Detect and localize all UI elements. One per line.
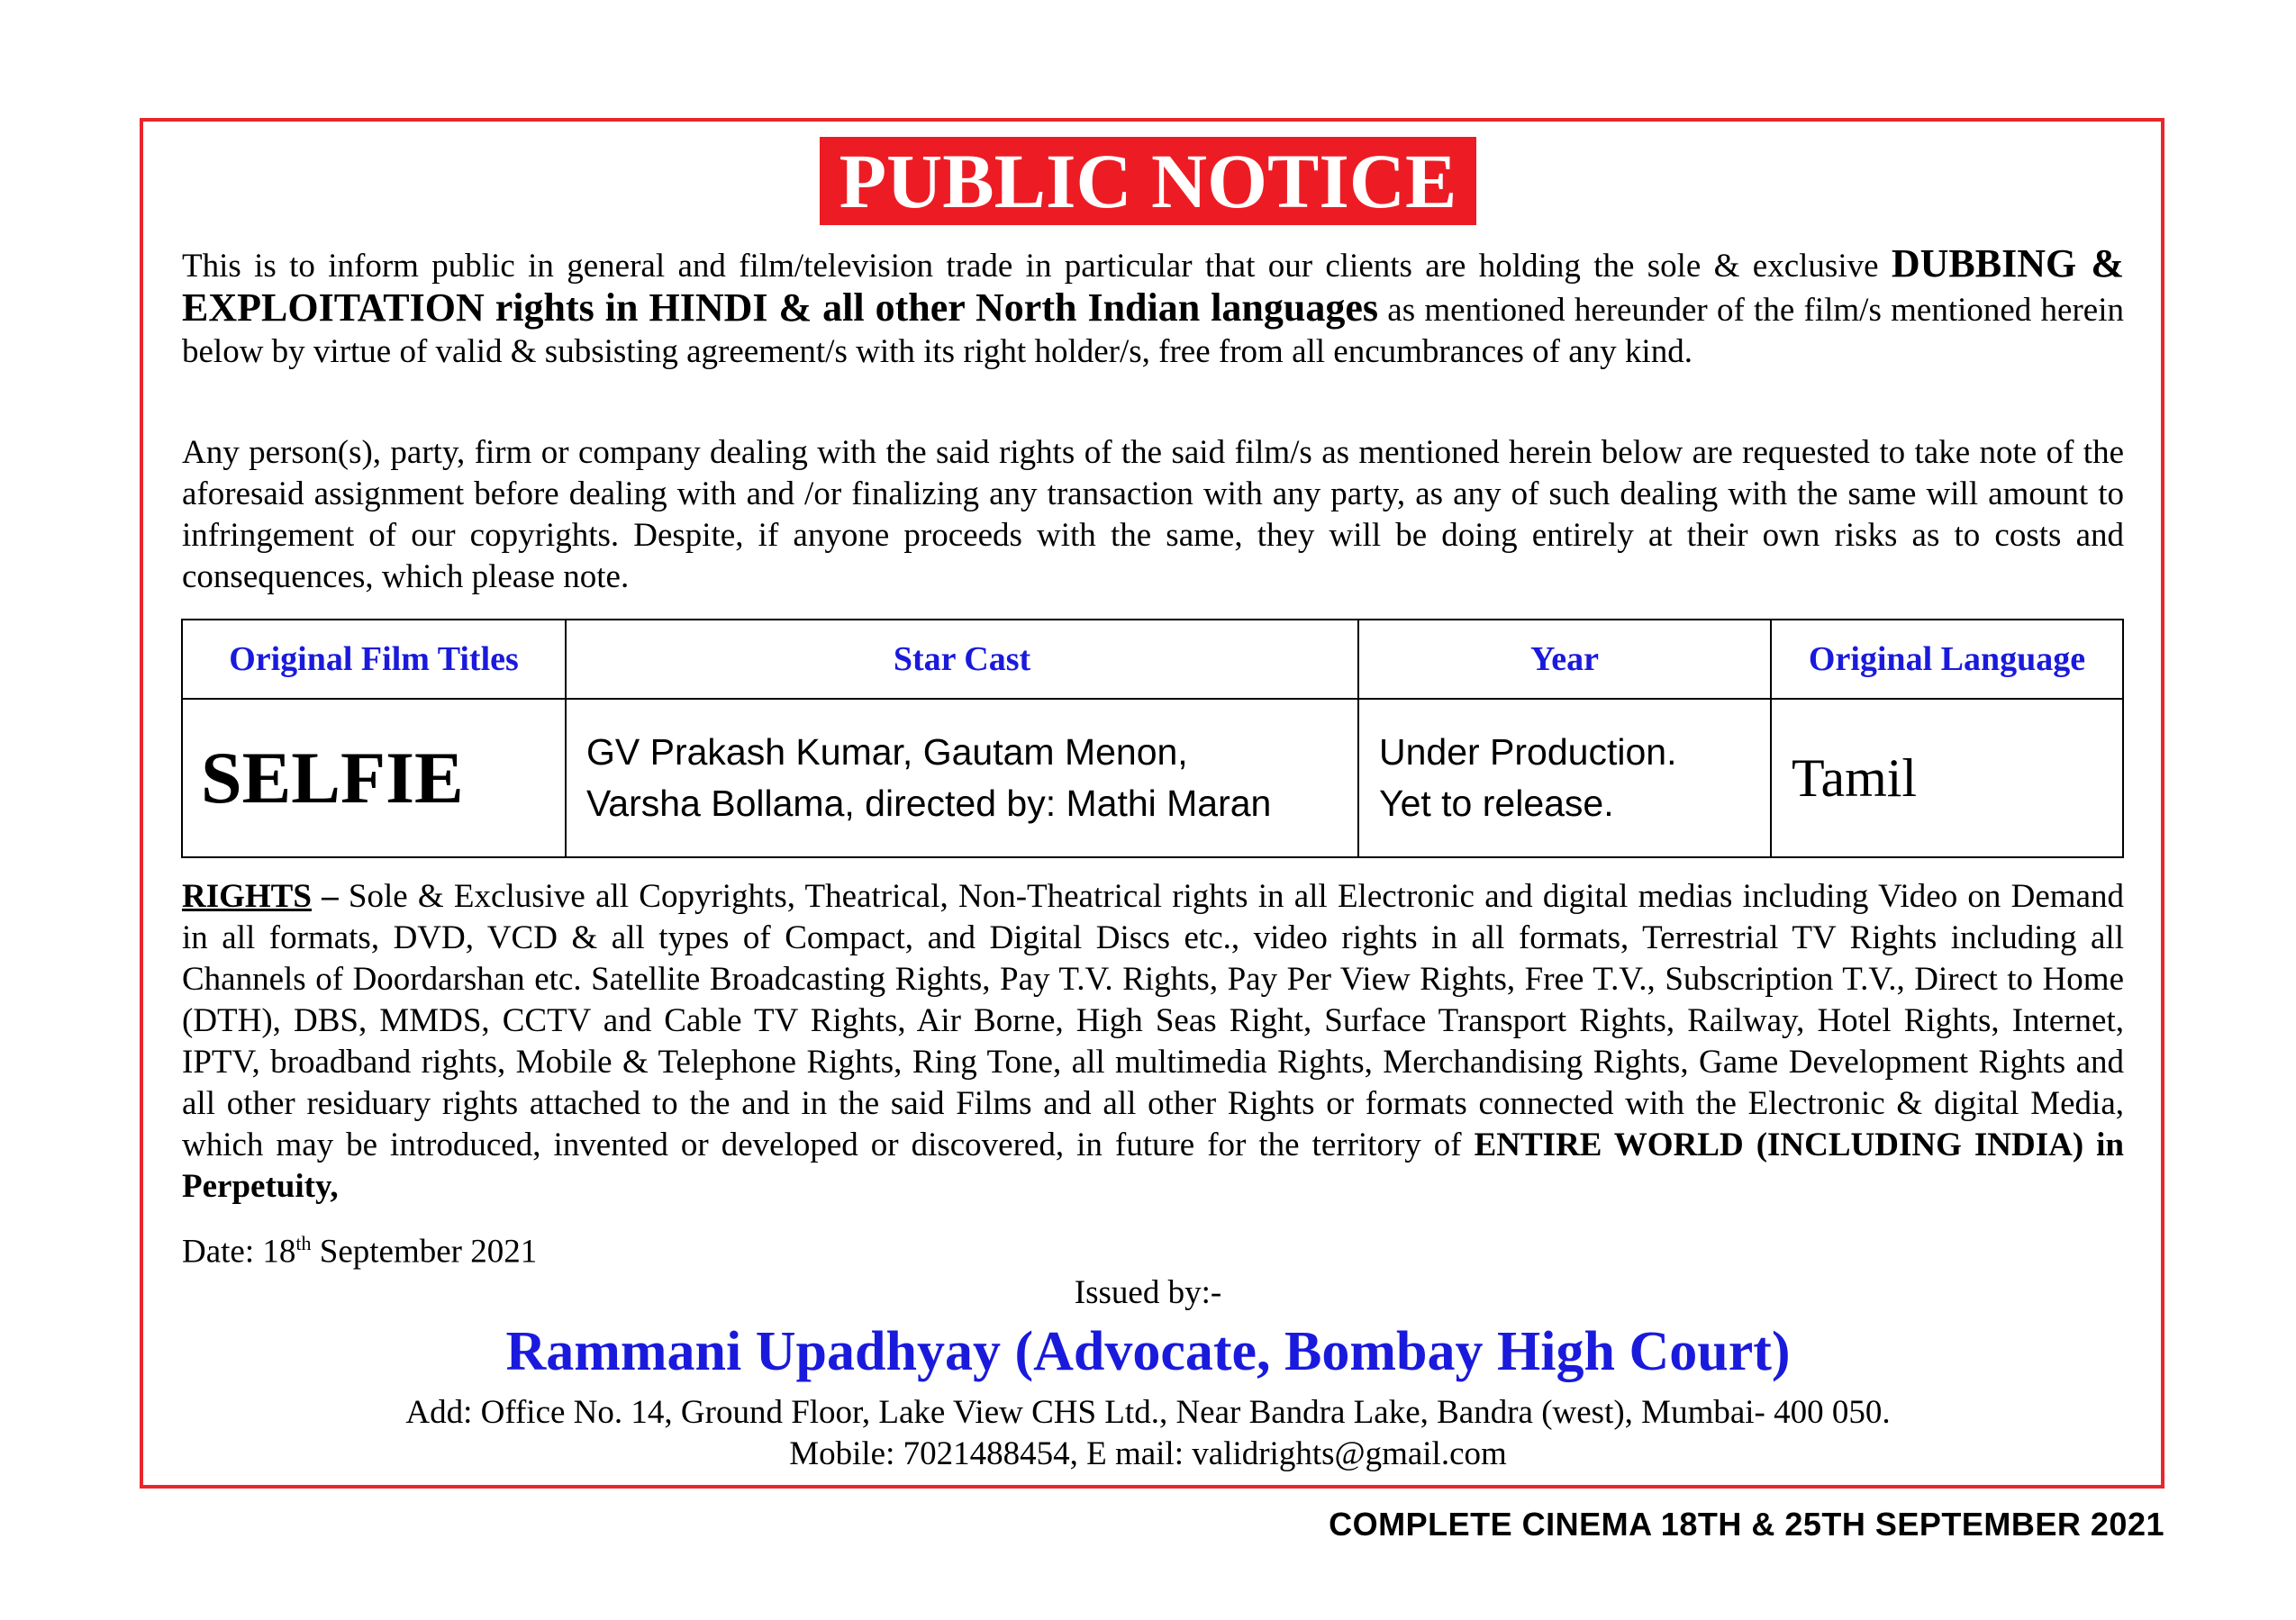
header-film-titles: Original Film Titles (182, 620, 566, 699)
title-wrap (0, 137, 2296, 225)
cast-line-1: GV Prakash Kumar, Gautam Menon, (586, 731, 1188, 773)
film-year (1358, 699, 1771, 857)
advocate-contact: Mobile: 7021488454, E mail: validrights@gmail.com (789, 1435, 1507, 1472)
film-language: Tamil (1771, 699, 2123, 857)
intro-rights-bold: DUBBING & EXPLOITATION rights in HINDI & all other North Indian languages (182, 241, 2124, 330)
year-line-1: Under Production. (1379, 731, 1677, 773)
issued-by: Issued by:- (1074, 1274, 1222, 1311)
date-suffix: September 2021 (311, 1233, 538, 1271)
intro-paragraph (182, 243, 2124, 373)
header-star-cast: Star Cast (566, 620, 1358, 699)
year-line-2: Yet to release. (1379, 783, 1614, 824)
intro-lead: This is to inform public in general and film/television trade in particular that our clients are holding the sole & exclusive (182, 248, 1879, 285)
notice-title: PUBLIC NOTICE (820, 137, 1477, 225)
header-original-language: Original Language (1771, 620, 2123, 699)
date-prefix: Date: 18 (182, 1233, 296, 1271)
film-star-cast (566, 699, 1358, 857)
film-table (181, 619, 2124, 858)
rights-text: Sole & Exclusive all Copyrights, Theatrical, Non-Theatrical rights in all Electronic and digital medias including Video on Demand in all formats, DVD, VCD & all types of Compact, and Digital Discs etc., video rights in all formats, Terrestrial TV Rights including all Channels of Doordarshan etc. Satellite Broadcasting Rights, Pay T.V. Rights, Pay Per View Rights, Free T.V., Subscription T.V., Direct to Home (DTH), DBS, MMDS, CCTV and Cable TV Rights, Air Borne, High Seas Right, Surface Transport Rights, Railway, Hotel Rights, Internet, IPTV, broadband rights, Mobile & Telephone Rights, Ring Tone, all multimedia Rights, Merchandising Rights, Game Development Rights and all other residuary rights attached to the and in the said Films and all other Rights or formats connected with the Electronic & digital Media, which may be introduced, invented or developed or discovered, in future for the territory of (182, 878, 2125, 1163)
table-row (182, 699, 2123, 857)
advocate-address: Add: Office No. 14, Ground Floor, Lake View CHS Ltd., Near Bandra Lake, Bandra (west), Mumbai- 400 050. (405, 1394, 1891, 1431)
film-title: SELFIE (182, 699, 566, 857)
rights-territory: ENTIRE WORLD (INCLUDING INDIA) in Perpetuity, (182, 1127, 2124, 1205)
rights-paragraph (182, 876, 2124, 1208)
cast-line-2: Varsha Bollama, directed by: Mathi Maran (586, 783, 1272, 824)
advocate-name: Rammani Upadhyay (Advocate, Bombay High Court) (505, 1321, 1791, 1382)
rights-heading: RIGHTS (182, 878, 312, 915)
rights-dash: – (311, 878, 349, 915)
notice-date (182, 1232, 537, 1271)
film-table-header (182, 620, 2123, 699)
intro-rest: as mentioned hereunder of the film/s mentioned herein below by virtue of valid & subsisting agreement/s with its right holder/s, free from all encumbrances of any kind. (182, 292, 2124, 370)
warning-paragraph: Any person(s), party, firm or company dealing with the said rights of the said film/s as mentioned herein below are requested to take note of the aforesaid assignment before dealing with and /or finalizing any transaction with any party, as any of such dealing with the same will amount to infringement of our copyrights. Despite, if anyone proceeds with the same, they will be doing entirely at their own risks as to costs and consequences, which please note. (182, 434, 2124, 595)
publication-footer: COMPLETE CINEMA 18TH & 25TH SEPTEMBER 2021 (1329, 1506, 2164, 1543)
header-year: Year (1358, 620, 1771, 699)
date-ordinal: th (295, 1232, 312, 1254)
